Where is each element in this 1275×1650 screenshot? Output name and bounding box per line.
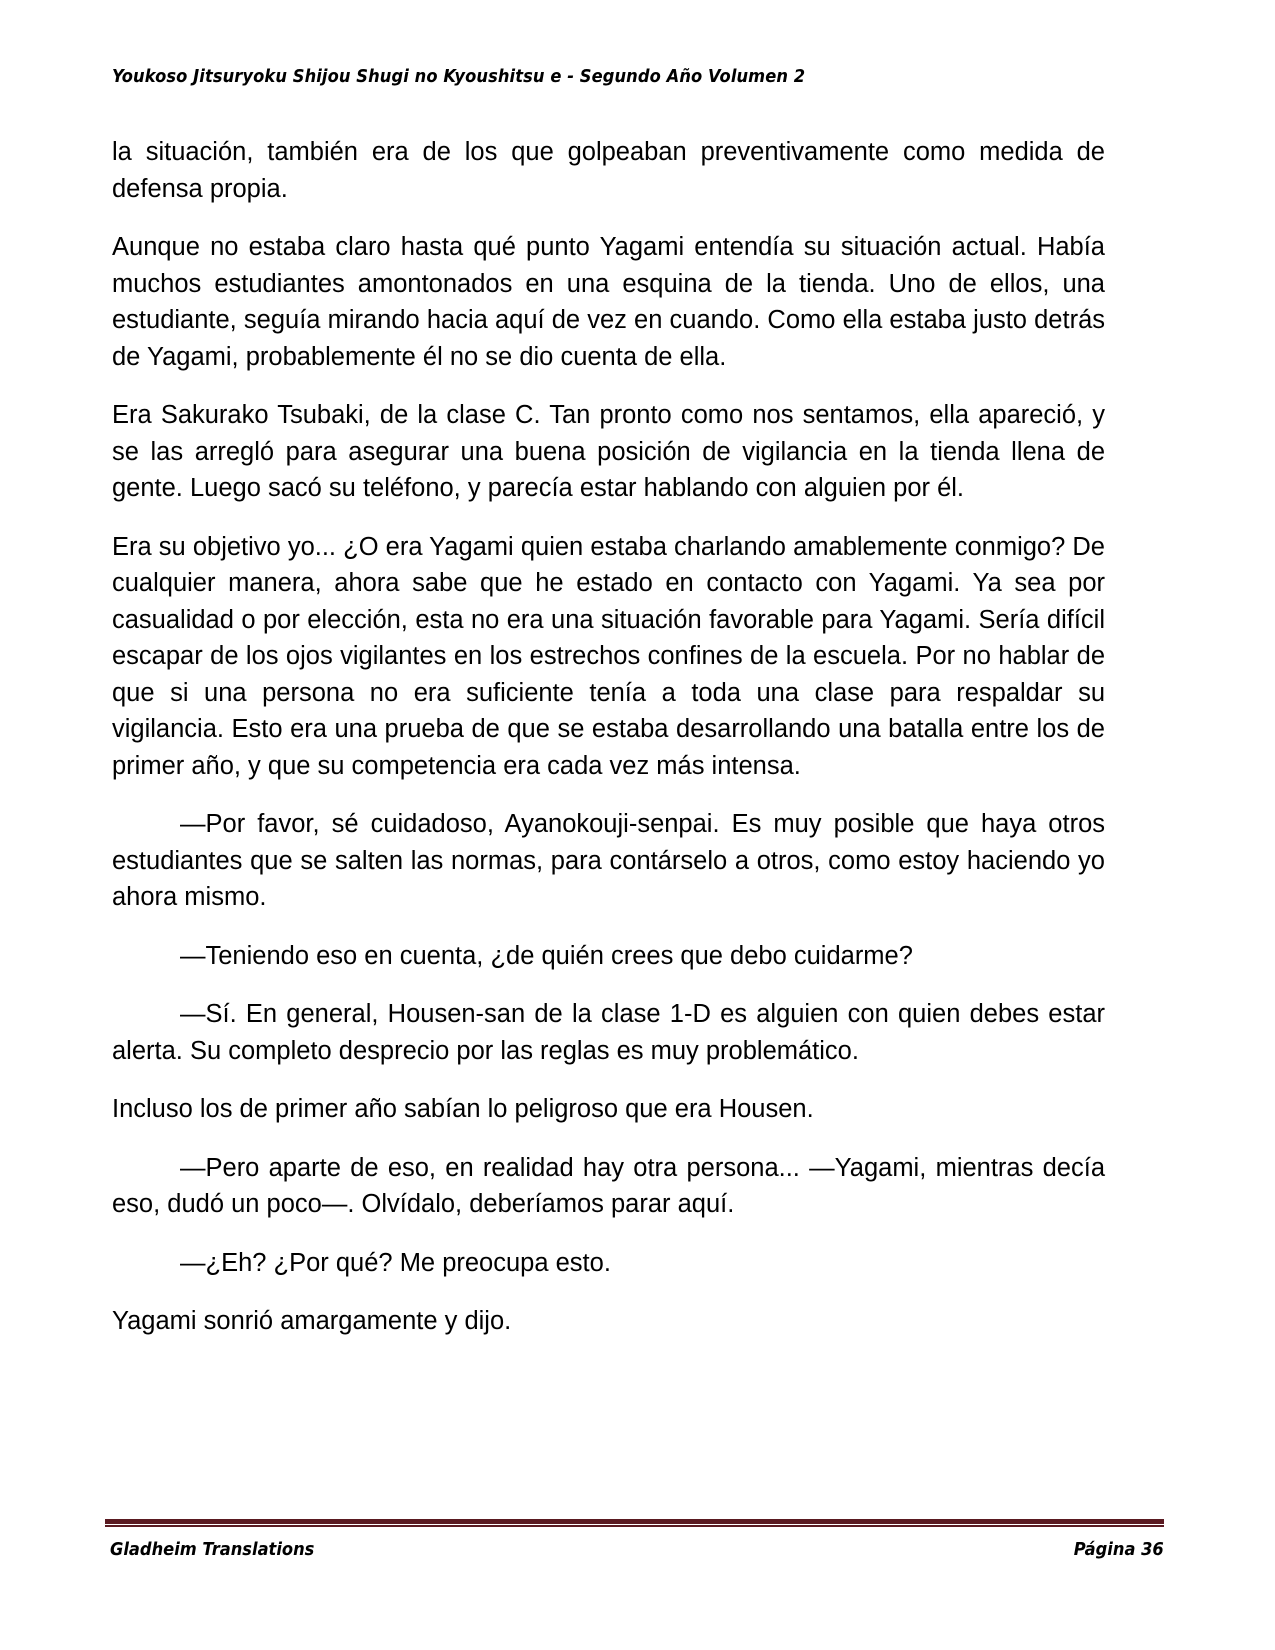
dialogue-paragraph: —Pero aparte de eso, en realidad hay otra persona... —Yagami, mientras decía eso, dudó un poco—. Olvídalo, deberíamos parar aquí.	[112, 1153, 1105, 1218]
dialogue-paragraph: —Teniendo eso en cuenta, ¿de quién crees que debo cuidarme?	[180, 941, 913, 970]
footer-divider	[105, 1519, 1164, 1527]
body-text-column	[112, 134, 1105, 1340]
book-title: Youkoso Jitsuryoku Shijou Shugi no Kyoushitsu e - Segundo Año Volumen 2	[112, 67, 806, 87]
dialogue-paragraph: —¿Eh? ¿Por qué? Me preocupa esto.	[180, 1248, 611, 1277]
paragraph: la situación, también era de los que golpeaban preventivamente como medida de defensa propia.	[112, 138, 1105, 203]
translator-credit: Gladheim Translations	[110, 1540, 315, 1560]
page-header	[112, 68, 1162, 87]
dialogue-paragraph: —Por favor, sé cuidadoso, Ayanokouji-senpai. Es muy posible que haya otros estudiantes que se salten las normas, para contárselo a otros, como estoy haciendo yo ahora mismo.	[112, 810, 1105, 911]
paragraph: Era Sakurako Tsubaki, de la clase C. Tan pronto como nos sentamos, ella apareció, y se las arregló para asegurar una buena posición de vigilancia en la tienda llena de gente. Luego sacó su teléfono, y parecía estar hablando con alguien por él.	[112, 401, 1105, 502]
paragraph: Aunque no estaba claro hasta qué punto Yagami entendía su situación actual. Había muchos estudiantes amontonados en una esquina de la tienda. Uno de ellos, una estudiante, seguía mirando hacia aquí de vez en cuando. Como ella estaba justo detrás de Yagami, probablemente él no se dio cuenta de ella.	[112, 233, 1105, 371]
page-number: Página 36	[1074, 1540, 1164, 1560]
paragraph: Incluso los de primer año sabían lo peligroso que era Housen.	[112, 1095, 814, 1123]
footer-divider-thin-bar	[105, 1525, 1164, 1527]
paragraph: Yagami sonrió amargamente y dijo.	[112, 1307, 512, 1335]
footer-divider-thick-bar	[105, 1519, 1164, 1524]
dialogue-paragraph: —Sí. En general, Housen-san de la clase 1-D es alguien con quien debes estar alerta. Su completo desprecio por las reglas es muy problemático.	[112, 1000, 1105, 1065]
page-footer	[105, 1540, 1164, 1580]
paragraph: Era su objetivo yo... ¿O era Yagami quien estaba charlando amablemente conmigo? De cualquier manera, ahora sabe que he estado en contacto con Yagami. Ya sea por casualidad o por elección, esta no era una situación favorable para Yagami. Sería difícil escapar de los ojos vigilantes en los estrechos confines de la escuela. Por no hablar de que si una persona no era suficiente tenía a toda una clase para respaldar su vigilancia. Esto era una prueba de que se estaba desarrollando una batalla entre los de primer año, y que su competencia era cada vez más intensa.	[112, 532, 1105, 780]
